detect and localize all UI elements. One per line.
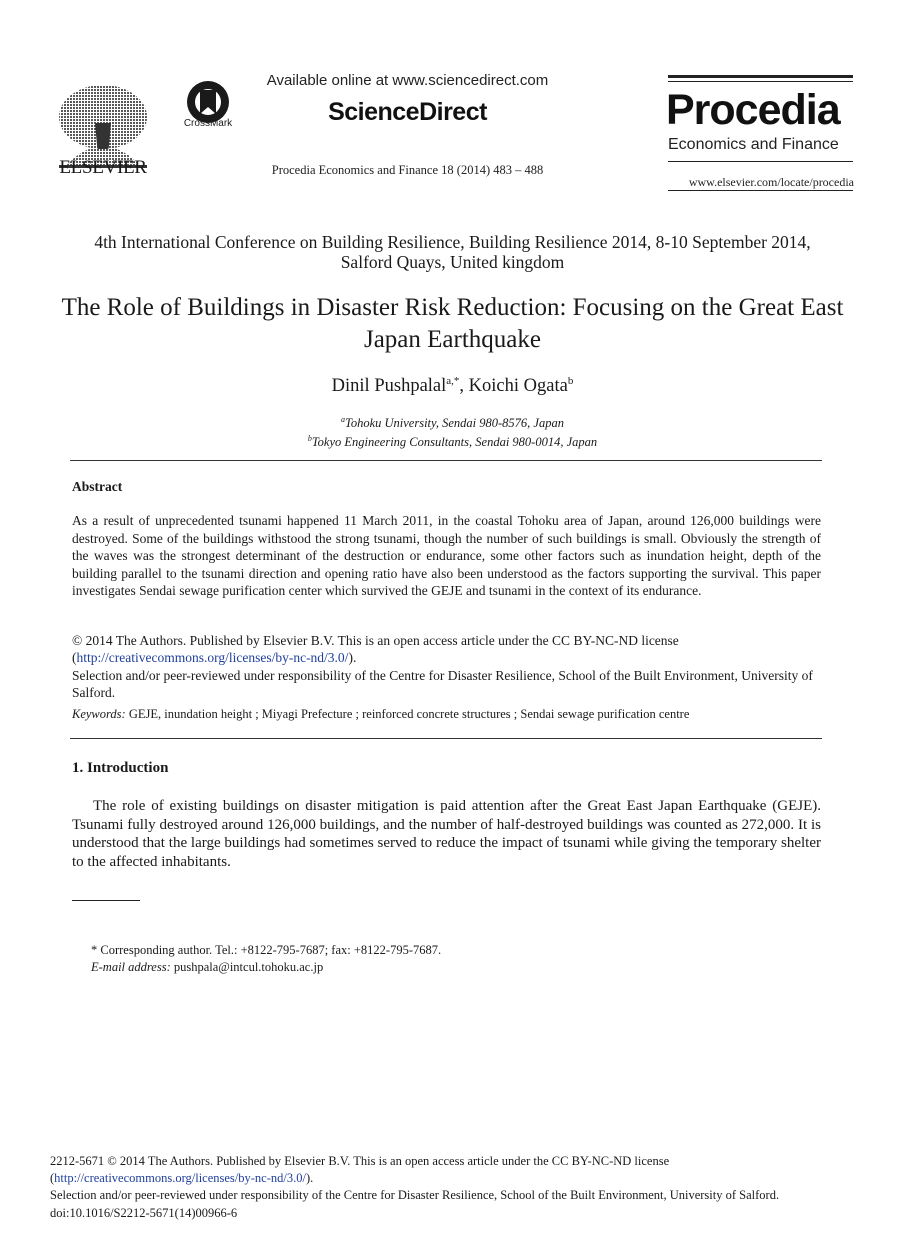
procedia-logo: Procedia: [666, 86, 840, 134]
author-mark: a,*: [446, 375, 460, 387]
bottom-license-block: 2212-5671 © 2014 The Authors. Published by Elsevier B.V. This is an open access article under the CC BY-NC-ND license (http://creativecommons.org/licenses/by-nc-nd/3.0/). Selection and/or peer-reviewed under responsibility of the Centre for Disaster Resilience, School of the Built Environment, University of Salford. doi:10.1016/S2212-5671(14)00966-6: [50, 1153, 850, 1222]
license-link[interactable]: http://creativecommons.org/licenses/by-nc-nd/3.0/: [76, 650, 349, 666]
abstract-heading: Abstract: [72, 479, 123, 494]
copyright-block: © 2014 The Authors. Published by Elsevier B.V. This is an open access article under the CC BY-NC-ND license (http://creativecommons.org/licenses/by-nc-nd/3.0/). Selection and/or peer-reviewed under responsibility of the Centre for Disaster Resilience, School of the Built Environment, University of Salford.: [72, 632, 821, 702]
selection-statement: Selection and/or peer-reviewed under responsibility of the Centre for Disaster Resilience, School of the Built Environment, University of Salford.: [72, 667, 813, 701]
abstract-body: As a result of unprecedented tsunami happened 11 March 2011, in the coastal Tohoku area of Japan, around 126,000 buildings were destroyed. Some of the buildings withstood the strong tsunami, though the number of such buildings is small. Obviously the strength of the waves was the strongest determinant of the destruction or endurance, some other factors such as inundation height, depth of the building parallel to the tsunami direction and opening ratio have also been understood as the factors supporting the survival. This paper investigates Sendai sewage purification center which survived the GEJE and tsunami in the context of its endurance.: [72, 513, 821, 599]
corresponding-author-note: * Corresponding author. Tel.: +8122-795-7687; fax: +8122-795-7687.: [91, 943, 442, 957]
sciencedirect-logo: ScienceDirect: [328, 98, 487, 126]
section-divider: [70, 738, 822, 739]
issn-copyright-line: 2212-5671 © 2014 The Authors. Published by Elsevier B.V. This is an open access article under the CC BY-NC-ND license: [50, 1154, 670, 1168]
elsevier-wordmark: ELSEVIER: [59, 157, 147, 178]
affiliation: $^b$Tokyo Engineering Consultants, Sendai 980-0014, Japan: [307, 434, 598, 450]
author-list: Dinil Pushpalal$^{a,*}$, Koichi Ogata$^b$: [331, 375, 574, 397]
affiliation: $^a$Tohoku University, Sendai 980-8576, Japan: [341, 415, 564, 431]
copyright-line: © 2014 The Authors. Published by Elsevier B.V. This is an open access article under the CC BY-NC-ND license: [72, 633, 679, 648]
procedia-url[interactable]: www.elsevier.com/locate/procedia: [688, 175, 854, 189]
introduction-body: The role of existing buildings on disaster mitigation is paid attention after the Great East Japan Earthquake (GEJE). Tsunami fully destroyed around 126,000 buildings, and the number of half-destroyed buildings was counted as 272,000. It is understood that the large buildings had sometimes served to reduce the impact of tsunami while giving the temporary shelter to the affected inhabitants.: [72, 798, 821, 870]
selection-statement: Selection and/or peer-reviewed under responsibility of the Centre for Disaster Resilience, School of the Built Environment, University of Salford.: [50, 1188, 780, 1203]
author-name: Dinil Pushpalal: [331, 376, 447, 397]
conference-line: 4th International Conference on Building Resilience, Building Resilience 2014, 8-10 September 2014, Salford Quays, United kingdom: [94, 232, 811, 272]
procedia-rule: [668, 190, 853, 191]
crossmark-label: CrossMark: [183, 118, 233, 129]
section-heading-introduction: 1. Introduction: [72, 760, 169, 776]
affiliations: [200, 412, 705, 450]
procedia-subtitle: Economics and Finance: [668, 136, 839, 153]
procedia-rule: [668, 161, 853, 162]
procedia-rule: [668, 75, 853, 78]
footnote-divider: [72, 900, 140, 901]
doi[interactable]: doi:10.1016/S2212-5671(14)00966-6: [50, 1205, 238, 1220]
author-mark: b: [567, 375, 574, 387]
procedia-rule: [668, 81, 853, 82]
journal-reference: Procedia Economics and Finance 18 (2014) 483 – 488: [271, 163, 544, 177]
author-name: Koichi Ogata: [468, 376, 568, 397]
footnote: [91, 942, 791, 976]
paper-title: The Role of Buildings in Disaster Risk Reduction: Focusing on the Great East Japan Earthquake: [61, 294, 844, 353]
keywords-text: GEJE, inundation height ; Miyagi Prefecture ; reinforced concrete structures ; Sendai sewage purification centre: [128, 707, 690, 721]
keywords-line: [72, 707, 821, 722]
license-link[interactable]: http://creativecommons.org/licenses/by-nc-nd/3.0/: [54, 1171, 306, 1186]
available-online-text[interactable]: Available online at www.sciencedirect.com: [266, 72, 549, 89]
email-address[interactable]: pushpala@intcul.tohoku.ac.jp: [173, 960, 324, 974]
keywords-label: Keywords:: [72, 707, 126, 721]
email-label: E-mail address:: [91, 960, 171, 974]
section-divider: [70, 460, 822, 461]
